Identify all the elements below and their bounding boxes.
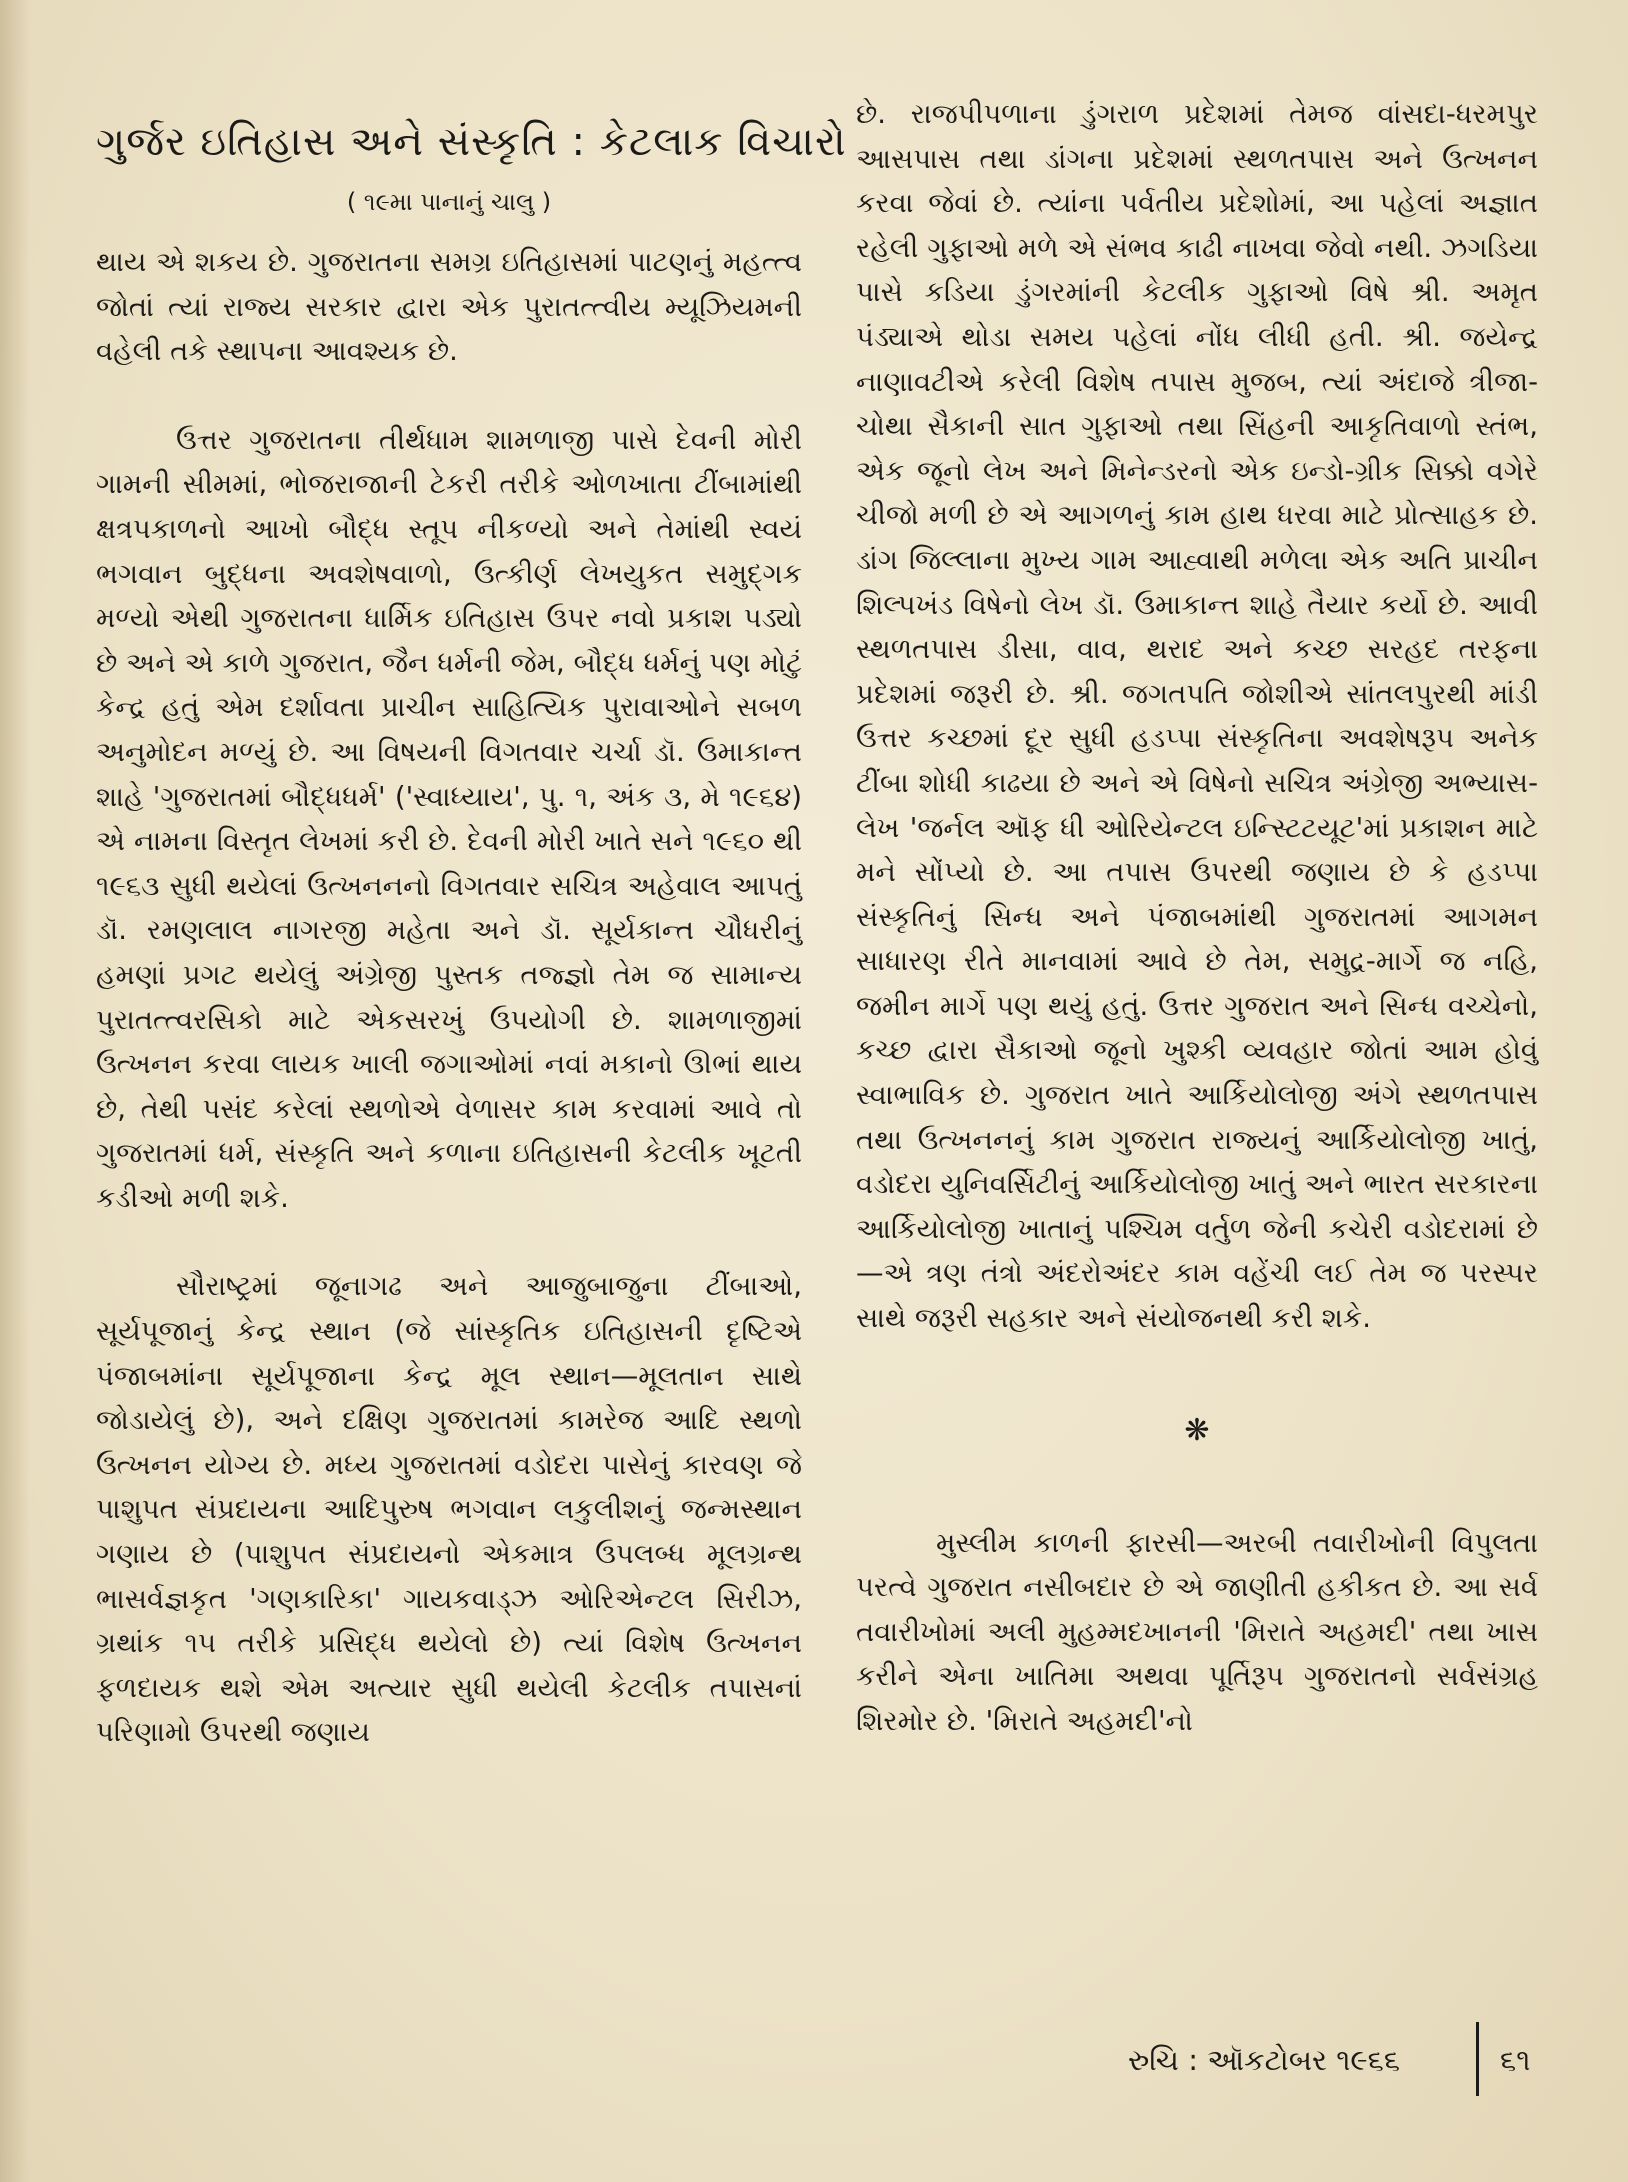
page-number: ૬૧: [1500, 2043, 1531, 2077]
right-column: [856, 92, 1538, 1814]
section-ornament-icon: ❋: [1184, 1412, 1210, 1448]
article-title: ગુર્જર ઇતિહાસ અને સંસ્કૃતિ : કેટલાક વિચારો: [96, 119, 847, 165]
paragraph: છે. રાજપીપળાના ડુંગરાળ પ્રદેશમાં તેમજ વાંસદા-ધરમપુર આસપાસ તથા ડાંગના પ્રદેશમાં સ્થળતપાસ અને ઉત્ખનન કરવા જેવાં છે. ત્યાંના પર્વતીય પ્રદેશોમાં, આ પહેલાં અજ્ઞાત રહેલી ગુફાઓ મળે એ સંભવ કાઢી નાખવા જેવો નથી. ઝગડિયા પાસે કડિયા ડુંગરમાંની કેટલીક ગુફાઓ વિષે શ્રી. અમૃત પંડ્યાએ થોડા સમય પહેલાં નોંધ લીધી હતી. શ્રી. જયેન્દ્ર નાણાવટીએ કરેલી વિશેષ તપાસ મુજબ, ત્યાં અંદાજે ત્રીજા-ચોથા સૈકાની સાત ગુફાઓ તથા સિંહની આકૃતિવાળો સ્તંભ, એક જૂનો લેખ અને મિનેન્ડરનો એક ઇન્ડો-ગ્રીક સિક્કો વગેરે ચીજો મળી છે એ આગળનું કામ હાથ ધરવા માટે પ્રોત્સાહક છે. ડાંગ જિલ્લાના મુખ્ય ગામ આહ્વાથી મળેલા એક અતિ પ્રાચીન શિલ્પખંડ વિષેનો લેખ ડૉ. ઉમાકાન્ત શાહે તૈયાર કર્યો છે. આવી સ્થળતપાસ ડીસા, વાવ, થરાદ અને કચ્છ સરહદ તરફના પ્રદેશમાં જરૂરી છે. શ્રી. જગતપતિ જોશીએ સાંતલપુરથી માંડી ઉત્તર કચ્છમાં દૂર સુધી હડપ્પા સંસ્કૃતિના અવશેષરૂપ અનેક ટીંબા શોધી કાઢયા છે અને એ વિષેનો સચિત્ર અંગ્રેજી અભ્યાસ-લેખ 'જર્નલ ઑફ ધી ઓરિયેન્ટલ ઇન્સ્ટિટયૂટ'માં પ્રકાશન માટે મને સોંપ્યો છે. આ તપાસ ઉપરથી જણાય છે કે હડપ્પા સંસ્કૃતિનું સિન્ધ અને પંજાબમાંથી ગુજરાતમાં આગમન સાધારણ રીતે માનવામાં આવે છે તેમ, સમુદ્ર-માર્ગે જ નહિ, જમીન માર્ગે પણ થયું હતું. ઉત્તર ગુજરાત અને સિન્ધ વચ્ચેનો, કચ્છ દ્વારા સૈકાઓ જૂનો ખુશ્કી વ્યવહાર જોતાં આમ હોવું સ્વાભાવિક છે. ગુજરાત ખાતે આર્કિયોલોજી અંગે સ્થળતપાસ તથા ઉત્ખનનનું કામ ગુજરાત રાજ્યનું આર્કિયોલોજી ખાતું, વડોદરા યુનિવર્સિટીનું આર્કિયોલોજી ખાતું અને ભારત સરકારના આર્કિયોલોજી ખાતાનું પશ્ચિમ વર્તુળ જેની કચેરી વડોદરામાં છે—એ ત્રણ તંત્રો અંદરોઅંદર કામ વહેંચી લઈ તેમ જ પરસ્પર સાથે જરૂરી સહકાર અને સંયોજનથી કરી શકે.: [856, 98, 1538, 1335]
paragraph: સૌરાષ્ટ્રમાં જૂનાગઢ અને આજુબાજુના ટીંબાઓ, સૂર્યપૂજાનું કેન્દ્ર સ્થાન (જે સાંસ્કૃતિક ઇતિહાસની દૃષ્ટિએ પંજાબમાંના સૂર્યપૂજાના કેન્દ્ર મૂલ સ્થાન—મૂલતાન સાથે જોડાયેલું છે), અને દક્ષિણ ગુજરાતમાં કામરેજ આદિ સ્થળો ઉત્ખનન યોગ્ય છે. મધ્ય ગુજરાતમાં વડોદરા પાસેનું કારવણ જે પાશુપત સંપ્રદાયના આદિપુરુષ ભગવાન લકુલીશનું જન્મસ્થાન ગણાય છે (પાશુપત સંપ્રદાયનો એકમાત્ર ઉપલબ્ધ મૂલગ્રન્થ ભાસર્વજ્ઞકૃત 'ગણકારિકા' ગાયકવાડ્ઝ ઓરિએન્ટલ સિરીઝ, ગ્રથાંક ૧૫ તરીકે પ્રસિદ્ધ થયેલો છે) ત્યાં વિશેષ ઉત્ખનન ફળદાયક થશે એમ અત્યાર સુધી થયેલી કેટલીક તપાસનાં પરિણામો ઉપરથી જણાય: [96, 1270, 802, 1749]
continued-note: ( ૧૯મા પાનાનું ચાલુ ): [346, 188, 552, 216]
page-footer: [1128, 2030, 1548, 2090]
left-column: [96, 92, 847, 1799]
binding-shadow: [0, 0, 30, 2182]
paragraph: મુસ્લીમ કાળની ફારસી—અરબી તવારીખોની વિપુલતા પરત્વે ગુજરાત નસીબદાર છે એ જાણીતી હકીકત છે. આ સર્વ તવારીખોમાં અલી મુહમ્મદખાનની 'મિરાતે અહમદી' તથા ખાસ કરીને એના ખાતિમા અથવા પૂર્તિરૂપ ગુજરાતનો સર્વસંગ્રહ શિરમોર છે. 'મિરાતે અહમદી'નો: [856, 1526, 1538, 1737]
journal-issue: રુચિ : ઑકટોબર ૧૯૬૬: [1128, 2043, 1401, 2077]
paragraph: ઉત્તર ગુજરાતના તીર્થધામ શામળાજી પાસે દેવની મોરી ગામની સીમમાં, ભોજરાજાની ટેકરી તરીકે ઓળખાતા ટીંબામાંથી ક્ષત્રપકાળનો આખો બૌદ્ધ સ્તૂપ નીકળ્યો અને તેમાંથી સ્વયં ભગવાન બુદ્ધના અવશેષવાળો, ઉત્કીર્ણ લેખયુકત સમુદ્ગક મળ્યો એથી ગુજરાતના ધાર્મિક ઇતિહાસ ઉપર નવો પ્રકાશ પડ્યો છે અને એ કાળે ગુજરાત, જૈન ધર્મની જેમ, બૌદ્ધ ધર્મનું પણ મોટું કેન્દ્ર હતું એમ દર્શાવતા પ્રાચીન સાહિત્યિક પુરાવાઓને સબળ અનુમોદન મળ્યું છે. આ વિષયની વિગતવાર ચર્ચા ડૉ. ઉમાકાન્ત શાહે 'ગુજરાતમાં બૌદ્ધધર્મ' ('સ્વાધ્યાય', પુ. ૧, અંક ૩, મે ૧૯૬૪) એ નામના વિસ્તૃત લેખમાં કરી છે. દેવની મોરી ખાતે સને ૧૯૬૦ થી ૧૯૬૩ સુધી થયેલાં ઉત્ખનનનો વિગતવાર સચિત્ર અહેવાલ આપતું ડૉ. રમણલાલ નાગરજી મહેતા અને ડૉ. સૂર્યકાન્ત ચૌધરીનું હમણાં પ્રગટ થયેલું અંગ્રેજી પુસ્તક તજ્જ્ઞો તેમ જ સામાન્ય પુરાતત્ત્વરસિકો માટે એકસરખું ઉપયોગી છે. શામળાજીમાં ઉત્ખનન કરવા લાયક ખાલી જગાઓમાં નવાં મકાનો ઊભાં થાય છે, તેથી પસંદ કરેલાં સ્થળોએ વેળાસર કામ કરવામાં આવે તો ગુજરાતમાં ધર્મ, સંસ્કૃતિ અને કળાના ઇતિહાસની કેટલીક ખૂટતી કડીઓ મળી શકે.: [96, 423, 802, 1214]
paragraph: થાય એ શકય છે. ગુજરાતના સમગ્ર ઇતિહાસમાં પાટણનું મહત્ત્વ જોતાં ત્યાં રાજ્ય સરકાર દ્વારા એક પુરાતત્ત્વીય મ્યૂઝિયમની વહેલી તકે સ્થાપના આવશ્યક છે.: [96, 246, 802, 368]
footer-divider: [1476, 2022, 1479, 2096]
